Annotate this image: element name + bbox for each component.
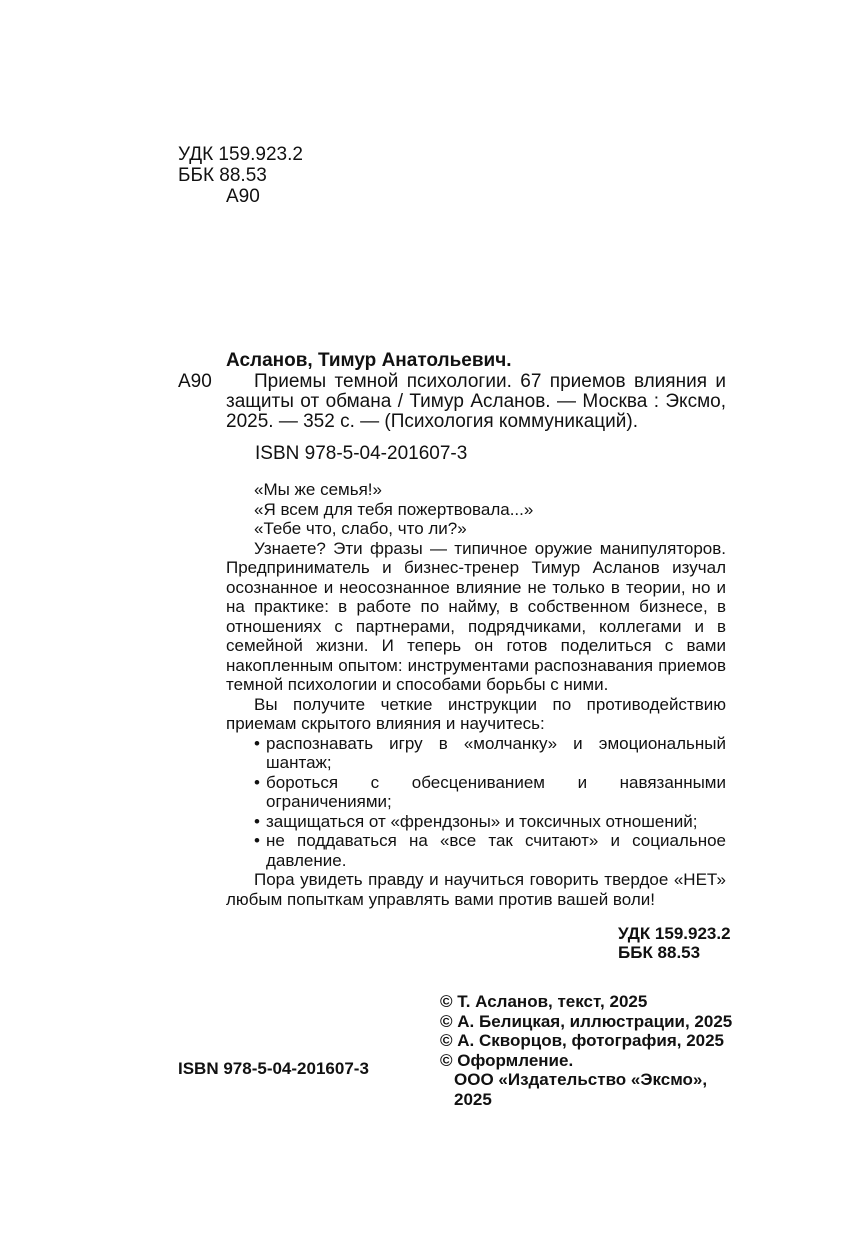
copyright-line: ООО «Издательство «Эксмо», 2025 bbox=[454, 1070, 708, 1109]
copyright-line: © А. Скворцов, фотография, 2025 bbox=[440, 1031, 725, 1050]
copyright-line: © А. Белицкая, иллюстрации, 2025 bbox=[440, 1011, 733, 1031]
top-bbk: ББК 88.53 bbox=[178, 165, 267, 186]
top-udk: УДК 159.923.2 bbox=[178, 144, 303, 165]
quote-line: «Тебе что, слабо, что ли?» bbox=[254, 519, 467, 538]
bottom-udk: УДК 159.923.2 bbox=[618, 924, 731, 943]
bullet-item: • распознавать игру в «молчанку» и эмоциональный шантаж; bbox=[254, 734, 726, 773]
bullet-item: • защищаться от «френдзоны» и токсичных отношений; bbox=[254, 812, 726, 832]
isbn-bottom: ISBN 978-5-04-201607-3 bbox=[178, 1059, 369, 1078]
record-bibliographic: Приемы темной психологии. 67 приемов влияния и защиты от обмана / Тимур Асланов. — Москва : Эксмо, 2025. — 352 с. — (Психология коммуникаций). bbox=[226, 371, 726, 432]
annotation-paragraph: Вы получите четкие инструкции по противодействию приемам скрытого влияния и научитесь: bbox=[226, 694, 726, 733]
quote-line: «Я всем для тебя пожертвовала...» bbox=[254, 499, 534, 519]
top-author-sign: А90 bbox=[226, 186, 260, 207]
record-sign: А90 bbox=[178, 371, 212, 392]
bullet-item: • не поддаваться на «все так считают» и социальное давление. bbox=[254, 831, 726, 870]
copyright-line: © Т. Асланов, текст, 2025 bbox=[440, 992, 648, 1011]
bottom-bbk: ББК 88.53 bbox=[618, 943, 701, 962]
annotation bbox=[226, 480, 726, 909]
annotation-paragraph: Пора увидеть правду и научиться говорить твердое «НЕТ» любым попыткам управлять вами против вашей воли! bbox=[226, 870, 726, 909]
record-isbn: ISBN 978-5-04-201607-3 bbox=[255, 443, 468, 464]
annotation-paragraph: Узнаете? Эти фразы — типичное оружие манипуляторов. Предприниматель и бизнес-тренер Тимур Асланов изучал осознанное и неосознанное влияние не только в теории, но и на практике: в работе по найму, в собственном бизнесе, в отношениях с партнерами, подрядчиками, коллегами и в семейной жизни. И теперь он готов поделиться с вами накопленным опытом: инструментами распознавания приемов темной психологии и способами борьбы с ними. bbox=[226, 538, 726, 694]
copyright-block bbox=[440, 992, 740, 1109]
copyright-line: © Оформление. bbox=[440, 1050, 574, 1070]
bullet-item: • бороться с обесцениванием и навязанными ограничениями; bbox=[254, 773, 726, 812]
bullet-list bbox=[226, 734, 726, 871]
quote-line: «Мы же семья!» bbox=[254, 480, 382, 499]
record-heading: Асланов, Тимур Анатольевич. bbox=[226, 350, 512, 371]
